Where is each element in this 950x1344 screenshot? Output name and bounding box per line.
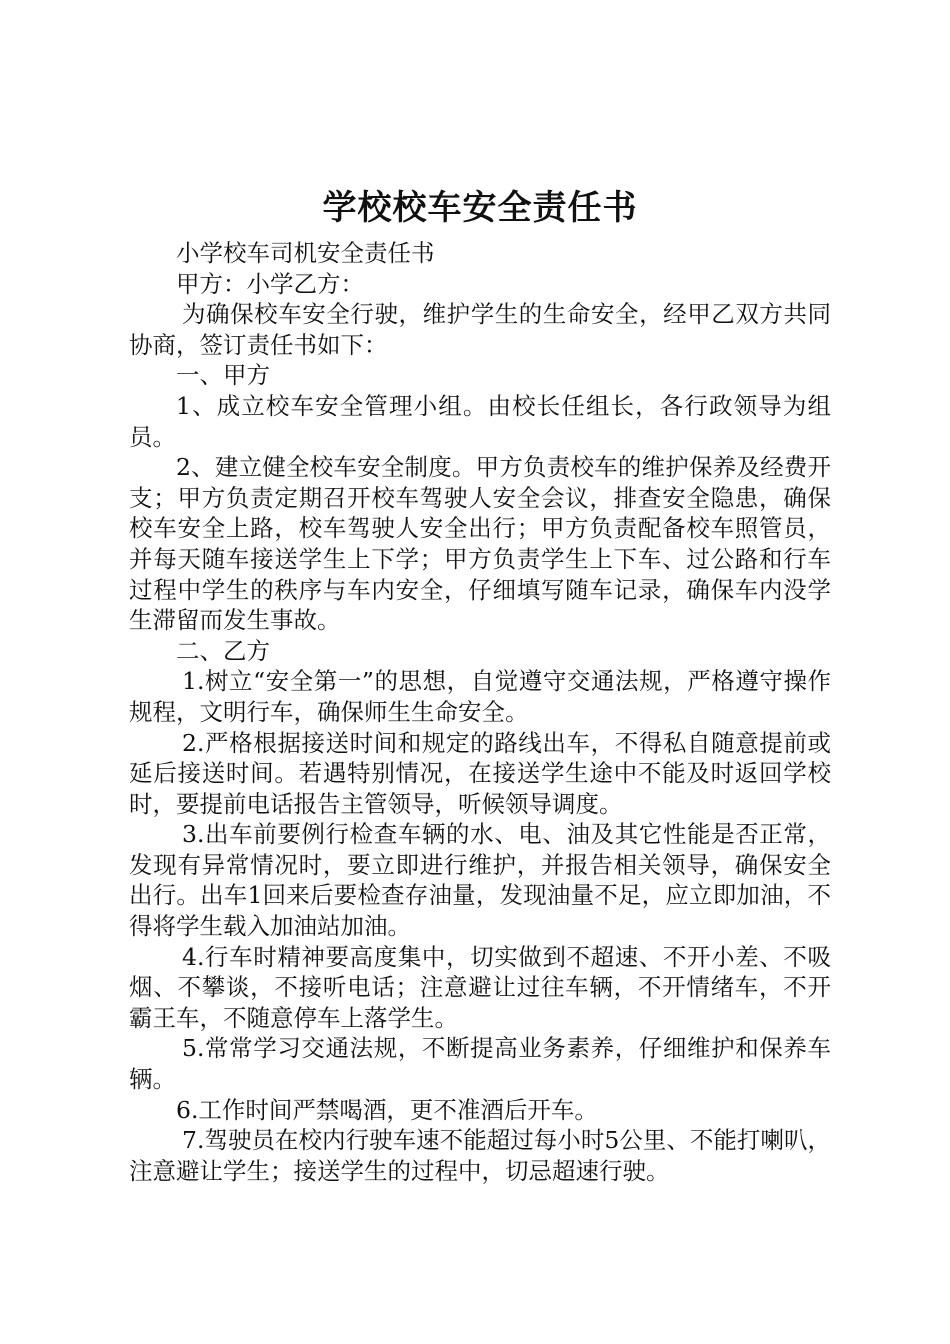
- party-b-item-3: 3.出车前要例行检查车辆的水、电、油及其它性能是否正常，发现有异常情况时，要立即进行维护，并报告相关领导，确保安全出行。出车1回来后要检查存油量，发现油量不足，应立即加油，不得将学生载入加油站加油。: [129, 820, 831, 941]
- party-b-item-7: 7.驾驶员在校内行驶车速不能超过每小时5公里、不能打喇叭，注意避让学生；接送学生的过程中，切忌超速行驶。: [129, 1126, 831, 1185]
- party-b-item-1: 1.树立“安全第一”的思想，自觉遵守交通法规，严格遵守操作规程，文明行车，确保师生生命安全。: [129, 667, 831, 726]
- document-page: [129, 180, 831, 1186]
- party-a-item-1: 1、成立校车安全管理小组。由校长任组长，各行政领导为组员。: [129, 391, 831, 451]
- parties-paragraph: 甲方：小学乙方：: [176, 269, 364, 298]
- section-heading-party-a: 一、甲方: [176, 361, 270, 390]
- party-b-item-4: 4.行车时精神要高度集中，切实做到不超速、不开小差、不吸烟、不攀谈，不接听电话；注意避让过往车辆，不开情绪车，不开霸王车，不随意停车上落学生。: [129, 942, 831, 1032]
- party-a-item-2: 2、建立健全校车安全制度。甲方负责校车的维护保养及经费开支；甲方负责定期召开校车驾驶人安全会议，排查安全隐患，确保校车安全上路，校车驾驶人安全出行；甲方负责配备校车照管员，并每天随车接送学生上下学；甲方负责学生上下车、过公路和行车过程中学生的秩序与车内安全，仔细填写随车记录，确保车内没学生滞留而发生事故。: [129, 453, 831, 635]
- section-heading-party-b: 二、乙方: [176, 636, 270, 665]
- party-b-item-5: 5.常常学习交通法规，不断提高业务素养，仔细维护和保养车辆。: [129, 1034, 831, 1094]
- document-title: 学校校车安全责任书: [322, 188, 638, 228]
- party-b-item-2: 2.严格根据接送时间和规定的路线出车，不得私自随意提前或延后接送时间。若遇特别情况，在接送学生途中不能及时返回学校时，要提前电话报告主管领导，听候领导调度。: [129, 728, 831, 818]
- subtitle-paragraph: 小学校车司机安全责任书: [176, 239, 435, 267]
- party-b-item-6: 6.工作时间严禁喝酒，更不准酒后开车。: [176, 1095, 598, 1124]
- intro-paragraph: 为确保校车安全行驶，维护学生的生命安全，经甲乙双方共同协商，签订责任书如下：: [129, 300, 831, 359]
